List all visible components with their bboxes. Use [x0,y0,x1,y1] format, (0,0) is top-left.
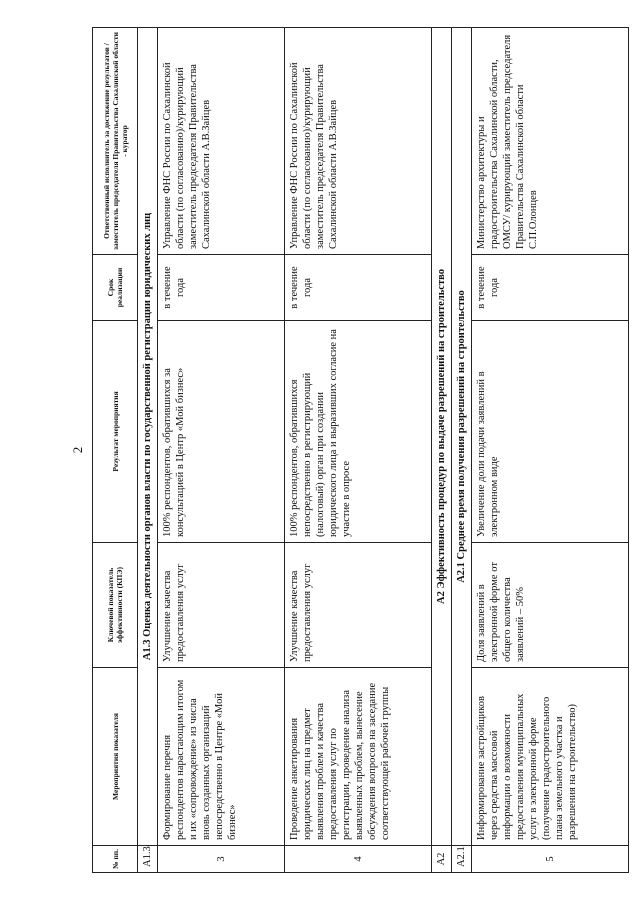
row-responsible: Управление ФНС России по Сахалинской области (по согласованию)/курирующий заместитель председателя Правительства Сахалинской области А.В.Зайцев [285,28,432,255]
section-code: А2.1 [452,846,472,873]
table-header-row [93,28,138,873]
row-measure: Информирование застройщиков через средства массовой информации о возможности предоставления муниципальных услуг в электронной форме (получение градостроительного плана земельного участка и разрешения на строительство) [472,668,629,846]
row-responsible: Управление ФНС России по Сахалинской области (по согласованию)/курирующий заместитель председателя Правительства Сахалинской области А.В.Зайцев [158,28,285,255]
section-title: А1.3 Оценка деятельности органов власти по государственной регистрации юридических лиц [138,28,158,846]
page-number: 2 [70,446,85,454]
section-code: А2 [432,846,452,873]
header-responsible: Ответственный исполнитель за достижение результатов / заместитель председателя Правительства Сахалинской области - куратор [93,28,138,255]
section-title: А2.1 Среднее время получения разрешений на строительство [452,28,472,846]
row-measure: Формирование перечня респондентов нарастающим итогом и их «сопровождение» из числа вновь созданных организаций непосредственно в Центре «Мой бизнес» [158,668,285,846]
table-row [158,28,285,873]
table-row [472,28,629,873]
row-kpi: Улучшение качества предоставления услуг [285,543,432,668]
header-period: Срок реализации [93,255,138,321]
section-row-a13 [138,28,158,873]
section-row-a2 [432,28,452,873]
section-row-a21 [452,28,472,873]
header-kpi: Ключевой показатель эффективности (КПЭ) [93,543,138,668]
row-number: 3 [158,846,285,873]
row-number: 5 [472,846,629,873]
row-measure: Проведение анкетирования юридических лиц на предмет выявления проблем и качества предоставления услуг по регистрации, проведение анализа выявленных проблем, вынесение обсуждения вопросов на заседание соответствующей рабочей группы [285,668,432,846]
table-row [285,28,432,873]
row-result: 100% респондентов, обратившихся непосредственно в регистрирующий (налоговый) орган при создании юридического лица и выразивших согласие на участие в опросе [285,321,432,543]
row-kpi: Улучшение качества предоставления услуг [158,543,285,668]
header-result: Результат мероприятия [93,321,138,543]
header-num: № пп. [93,846,138,873]
plan-table [92,27,629,873]
row-result: Увеличение доли подачи заявлений в электронном виде [472,321,629,543]
row-number: 4 [285,846,432,873]
row-result: 100% респондентов, обратившихся за консультацией в Центр «Мой бизнес» [158,321,285,543]
row-period: в течение года [158,255,285,321]
row-period: в течение года [472,255,629,321]
row-responsible: Министерство архитектуры и градостроительства Сахалинской области, ОМСУ/ курирующий заместитель председателя Правительства Сахалинской области С.П.Олонцев [472,28,629,255]
section-code: А1.3 [138,846,158,873]
row-period: в течение года [285,255,432,321]
row-kpi: Доля заявлений в электронной форме от общего количества заявлений – 50% [472,543,629,668]
header-measure: Мероприятия показателя [93,668,138,846]
section-title: А2 Эффективность процедур по выдаче разрешений на строительство [432,28,452,846]
